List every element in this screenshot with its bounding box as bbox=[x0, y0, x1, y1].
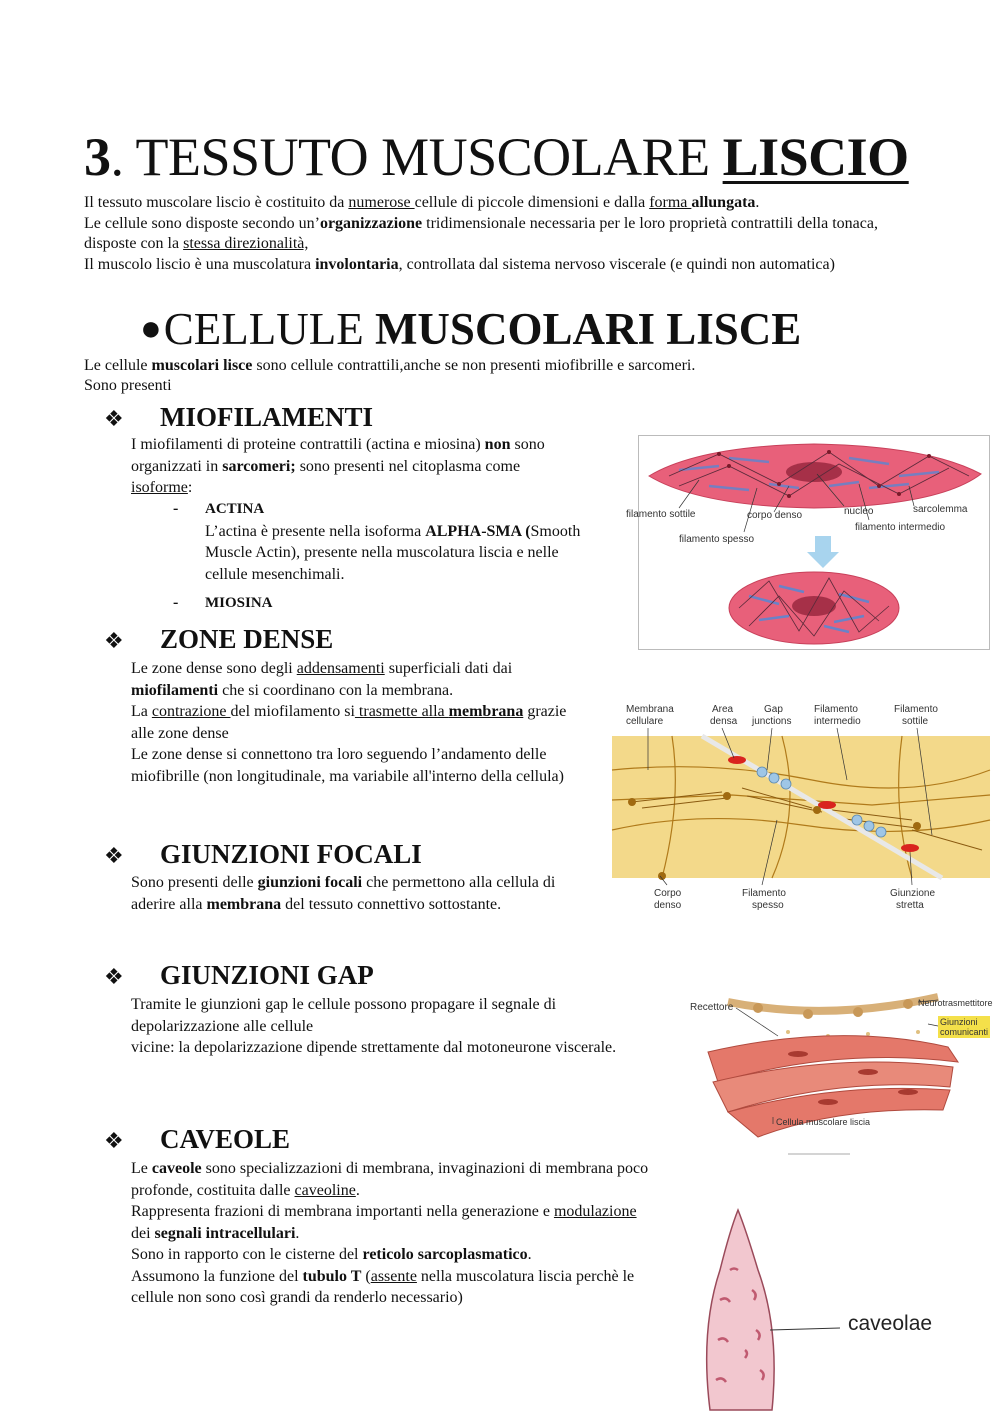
text-run: Le bbox=[131, 1160, 152, 1177]
text-run: del miofilamento si bbox=[230, 703, 355, 720]
paragraph bbox=[84, 255, 924, 276]
text-run: modulazione bbox=[553, 1203, 637, 1220]
text-run: sarcomeri; bbox=[222, 457, 296, 475]
heading2-normal: CELLULE bbox=[163, 304, 375, 354]
text-run: Assumono la funzione del bbox=[131, 1267, 303, 1285]
text-run: sono organizzati in bbox=[131, 436, 545, 475]
text-run: L’actina è presente nella isoforma bbox=[205, 522, 426, 540]
label-cellula-muscolare: Cellula muscolare liscia bbox=[776, 1117, 871, 1127]
label-area: Area bbox=[712, 704, 734, 715]
heading-giunzioni-focali-label: GIUNZIONI FOCALI bbox=[160, 839, 422, 869]
text-run: membrana bbox=[448, 703, 524, 720]
text-run: addensamenti bbox=[296, 660, 385, 677]
label-neurotrasmettitore: Neurotrasmettitore bbox=[918, 998, 993, 1008]
label-giunzioni: Giunzioni bbox=[940, 1017, 978, 1027]
diamond-bullet-icon: ❖ bbox=[104, 964, 124, 989]
paragraph bbox=[84, 214, 924, 255]
title-number: 3 bbox=[84, 127, 111, 187]
text-run: del tessuto connettivo sottostante. bbox=[281, 895, 502, 913]
text-run: trasmette alla bbox=[354, 703, 449, 720]
paragraph bbox=[131, 872, 561, 915]
text-run: sono specializzazioni di membrana, invaginazioni di membrana poco profonde, costituita dalle bbox=[131, 1160, 649, 1199]
text-run: Le zone dense si connettono tra loro seguendo l’andamento delle miofibrille (non longitudinale, ma variabile all'interno della cellula) bbox=[131, 746, 564, 785]
diamond-bullet-icon: ❖ bbox=[104, 406, 124, 431]
label-giunzione: Giunzione bbox=[890, 888, 936, 899]
text-run: ALPHA-SMA ( bbox=[425, 522, 531, 540]
zone-dense-body bbox=[131, 658, 581, 787]
label-corpo: Corpo bbox=[654, 888, 682, 899]
figure-caveolae bbox=[690, 1210, 990, 1410]
text-run: miofilamenti bbox=[131, 681, 219, 699]
bullet-dot: ● bbox=[140, 308, 162, 348]
label-filamento-spesso: filamento spesso bbox=[679, 534, 755, 545]
text-run: Smooth Muscle Actin), presente nella muscolatura liscia e nelle cellule mesenchimali. bbox=[205, 522, 581, 583]
heading-zone-dense-label: ZONE DENSE bbox=[160, 624, 334, 654]
paragraph bbox=[131, 744, 581, 787]
text-run: allungata bbox=[691, 194, 756, 211]
text-run: isoforme bbox=[131, 479, 188, 496]
text-run: vicine: la depolarizzazione dipende strettamente dal motoneurone viscerale. bbox=[131, 1039, 617, 1056]
label-nucleo: nucleo bbox=[844, 506, 874, 517]
label-gap: Gap bbox=[764, 704, 783, 715]
sub-actina-text bbox=[205, 521, 595, 586]
paragraph bbox=[84, 193, 924, 214]
text-run: Le cellule bbox=[84, 357, 152, 374]
label-denso: denso bbox=[654, 900, 682, 911]
text-run: involontaria bbox=[315, 255, 399, 273]
text-run: che si coordinano con la membrana. bbox=[218, 681, 454, 699]
text-run: ( bbox=[361, 1267, 371, 1285]
figure-smooth-muscle-cell bbox=[626, 435, 990, 650]
paragraph bbox=[131, 1266, 651, 1309]
text-run: non bbox=[484, 436, 511, 453]
caveole-body bbox=[131, 1158, 651, 1309]
tissue-background bbox=[612, 736, 990, 880]
text-run: membrana bbox=[206, 895, 282, 913]
text-run: muscolari lisce bbox=[151, 357, 253, 374]
miofilamenti-body bbox=[131, 434, 581, 499]
label-caveolae: caveolae bbox=[848, 1312, 933, 1335]
text-run: , controllata dal sistema nervoso viscerale (e quindi non automatica) bbox=[398, 255, 835, 273]
diamond-bullet-icon: ❖ bbox=[104, 1128, 124, 1153]
label-filamento-intermedio: filamento intermedio bbox=[855, 522, 946, 533]
page-title bbox=[84, 124, 909, 190]
label-filamento-sottile: filamento sottile bbox=[626, 509, 696, 520]
arrow-down-icon bbox=[807, 536, 839, 568]
label-sarcolemma: sarcolemma bbox=[913, 504, 968, 515]
diamond-bullet-icon: ❖ bbox=[104, 628, 124, 653]
label-corpo-denso: corpo denso bbox=[747, 510, 803, 521]
sub-miosina bbox=[173, 592, 273, 615]
heading-miofilamenti-label: MIOFILAMENTI bbox=[160, 402, 374, 432]
text-run: tubulo T bbox=[302, 1267, 362, 1285]
text-run: dei bbox=[131, 1224, 155, 1242]
paragraph bbox=[131, 434, 581, 499]
heading-caveole bbox=[104, 1123, 290, 1157]
heading-zone-dense bbox=[104, 623, 333, 657]
text-run: Sono in rapporto con le cisterne del bbox=[131, 1246, 363, 1263]
giunzioni-focali-body bbox=[131, 872, 561, 915]
label-comunicanti: comunicanti bbox=[940, 1027, 989, 1037]
label-recettore: Recettore bbox=[690, 1002, 734, 1013]
text-run: forma bbox=[649, 194, 692, 211]
sub-actina bbox=[173, 498, 643, 585]
dash-miosina: - bbox=[173, 594, 179, 611]
heading2-bold: MUSCOLARI LISCE bbox=[374, 304, 802, 354]
label-densa: densa bbox=[710, 716, 738, 727]
text-run: Sono presenti delle bbox=[131, 874, 258, 891]
label-membrana: Membrana bbox=[626, 704, 674, 715]
paragraph bbox=[131, 658, 581, 701]
contracted-cell-shape bbox=[729, 572, 899, 644]
paragraph bbox=[84, 376, 884, 396]
text-run: Sono presenti bbox=[84, 377, 172, 394]
text-run: caveoline bbox=[294, 1181, 356, 1199]
text-run: : bbox=[187, 479, 193, 496]
section-heading-cellule bbox=[140, 300, 801, 357]
text-run: cellule di piccole dimensioni e dalla bbox=[414, 194, 650, 211]
label-filamento-sot-1: Filamento bbox=[894, 704, 938, 715]
paragraph bbox=[131, 1037, 631, 1059]
text-run: . bbox=[527, 1246, 532, 1263]
text-run: contrazione bbox=[151, 703, 231, 720]
text-run: caveole bbox=[151, 1160, 202, 1177]
title-text: . TESSUTO MUSCOLARE bbox=[110, 127, 723, 187]
text-run: . bbox=[755, 194, 760, 211]
heading-caveole-label: CAVEOLE bbox=[160, 1124, 291, 1154]
text-run: numerose bbox=[348, 194, 415, 211]
paragraph bbox=[131, 1201, 651, 1244]
text-run: . bbox=[355, 1181, 360, 1199]
paragraph bbox=[131, 701, 581, 744]
heading-giunzioni-focali bbox=[104, 838, 422, 872]
title-emphasis: LISCIO bbox=[722, 127, 909, 187]
sub-actina-name: ACTINA bbox=[205, 501, 265, 517]
text-run: giunzioni focali bbox=[257, 874, 363, 891]
text-run: organizzazione bbox=[319, 214, 423, 232]
text-run: Le cellule sono disposte secondo un’ bbox=[84, 214, 320, 232]
elongated-cell-shape bbox=[649, 444, 981, 508]
text-run: Il muscolo liscio è una muscolatura bbox=[84, 255, 316, 273]
text-run: stessa direzionalità, bbox=[183, 235, 309, 252]
figure-gap-junctions bbox=[688, 992, 996, 1160]
paragraph bbox=[131, 994, 631, 1037]
heading-giunzioni-gap-label: GIUNZIONI GAP bbox=[160, 960, 374, 990]
text-run: I miofilamenti di proteine contrattili (actina e miosina) bbox=[131, 436, 485, 453]
text-run: reticolo sarcoplasmatico bbox=[362, 1246, 528, 1263]
text-run: Tramite le giunzioni gap le cellule possono propagare il segnale di depolarizzazione alle cellule bbox=[131, 996, 557, 1035]
text-run: grazie alle zone dense bbox=[131, 703, 567, 742]
text-run: sono presenti nel citoplasma come bbox=[295, 457, 521, 475]
text-run: nella muscolatura liscia perchè le cellule non sono così grandi da renderlo necessario) bbox=[131, 1267, 635, 1306]
text-run: superficiali dati dai bbox=[384, 660, 513, 677]
intro-text bbox=[84, 193, 924, 275]
text-run: . bbox=[295, 1224, 300, 1242]
text-run: Rappresenta frazioni di membrana importanti nella generazione e bbox=[131, 1203, 554, 1220]
text-run: tridimensionale necessaria per le loro proprietà contrattili della tonaca, disposte con la bbox=[84, 214, 878, 252]
text-run: La bbox=[131, 703, 152, 720]
giunzioni-gap-body bbox=[131, 994, 631, 1059]
text-run: Le zone dense sono degli bbox=[131, 660, 297, 677]
heading-giunzioni-gap bbox=[104, 959, 374, 993]
label-cellulare: cellulare bbox=[626, 716, 664, 727]
label-filamento-sp-1: Filamento bbox=[742, 888, 786, 899]
text-run: che permettono alla cellula di aderire alla bbox=[131, 874, 556, 913]
text-run: sono cellule contrattili,anche se non presenti miofibrille e sarcomeri. bbox=[252, 357, 696, 374]
paragraph bbox=[131, 1244, 651, 1266]
figure-zone-dense-diagram bbox=[612, 700, 990, 912]
label-filamento-int-2: intermedio bbox=[814, 716, 861, 727]
label-filamento-sp-2: spesso bbox=[752, 900, 784, 911]
text-run: assente bbox=[370, 1267, 417, 1285]
dash-actina: - bbox=[173, 500, 179, 517]
heading-miofilamenti bbox=[104, 401, 373, 435]
sub-miosina-name: MIOSINA bbox=[205, 595, 273, 611]
paragraph bbox=[84, 356, 884, 376]
diamond-bullet-icon: ❖ bbox=[104, 843, 124, 868]
paragraph bbox=[131, 1158, 651, 1201]
text-run: Il tessuto muscolare liscio è costituito da bbox=[84, 194, 349, 211]
cellule-intro bbox=[84, 356, 884, 396]
text-run: segnali intracellulari bbox=[154, 1224, 296, 1242]
label-filamento-sot-2: sottile bbox=[902, 716, 929, 727]
label-filamento-int-1: Filamento bbox=[814, 704, 858, 715]
label-junctions: junctions bbox=[752, 716, 792, 727]
label-stretta: stretta bbox=[896, 900, 924, 911]
